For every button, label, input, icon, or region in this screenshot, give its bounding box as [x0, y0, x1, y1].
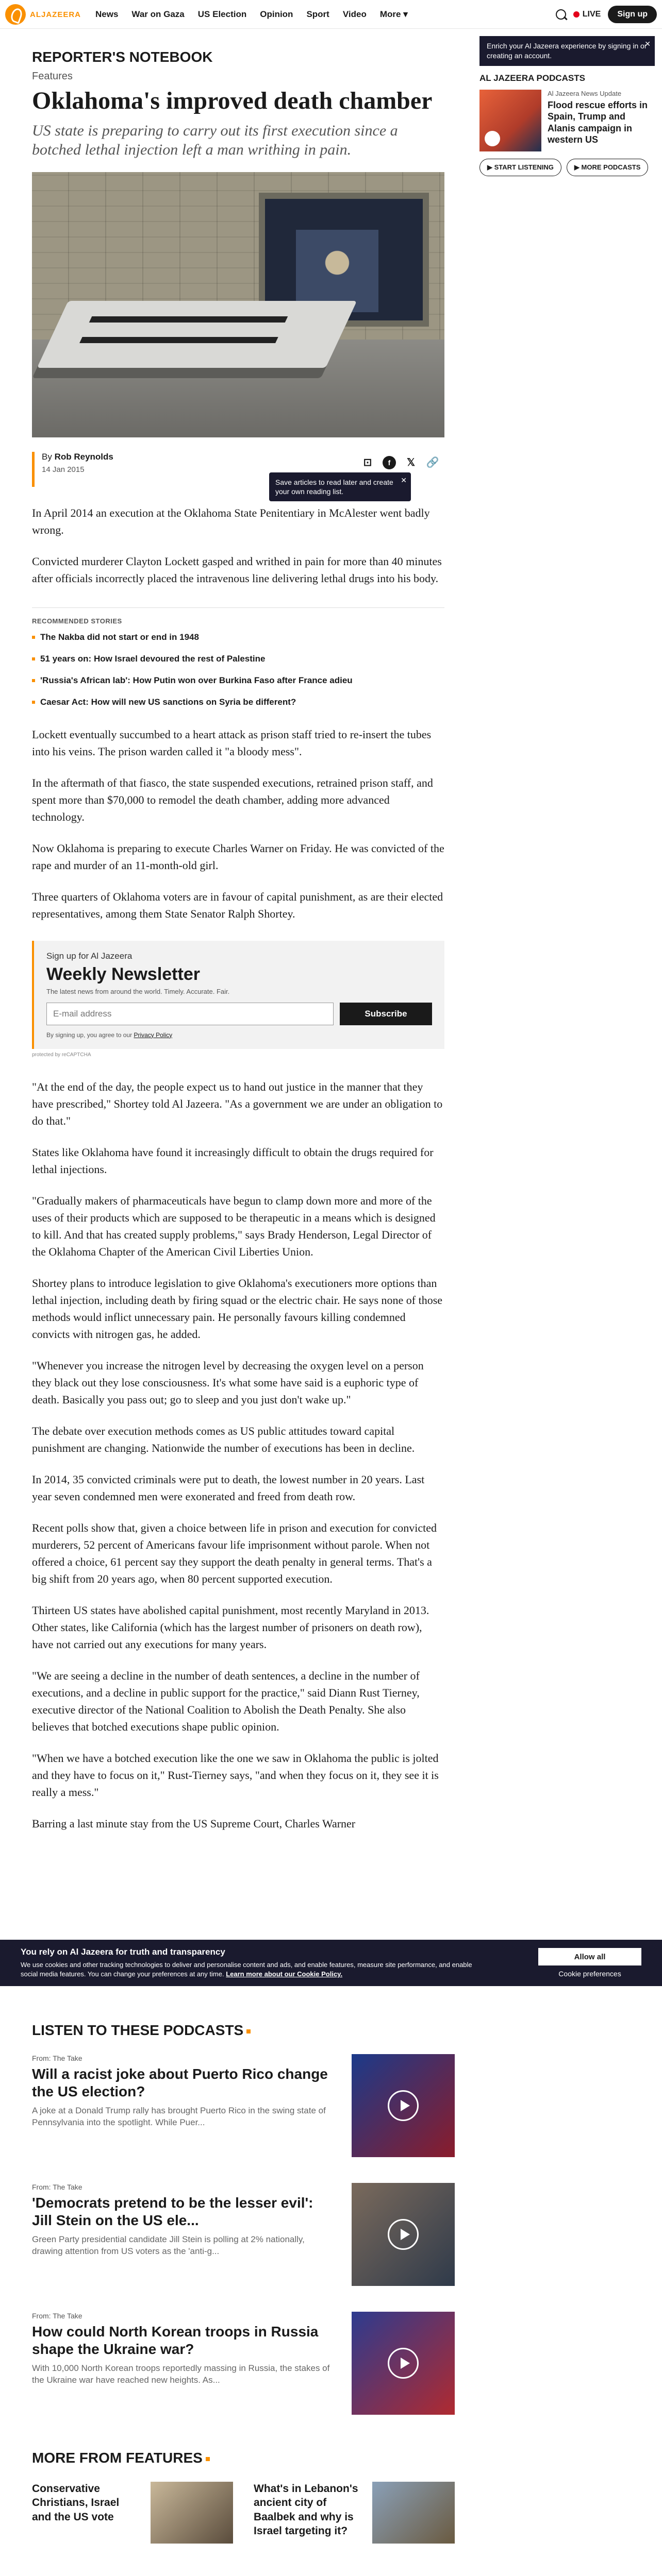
recommended-title: RECOMMENDED STORIES [32, 617, 122, 625]
podcast-item[interactable] [32, 2312, 455, 2425]
logo-text: ALJAZEERA [30, 10, 81, 19]
podcast-thumbnail[interactable] [352, 2054, 455, 2157]
sidebar-podcast-buttons [479, 159, 655, 176]
podcast-title[interactable]: Will a racist joke about Puerto Rico change the US election? [32, 2066, 328, 2099]
paragraph: Shortey plans to introduce legislation to give Oklahoma's executioners more options than lethal injection, including death by firing squad or the electric chair. He says none of those methods would inflict unnecessary pain. He personally favours killing condemned convicts with nitrogen gas, he added. [32, 1276, 443, 1341]
recommended-item[interactable]: 'Russia's African lab': How Putin won over Burkina Faso after France adieu [32, 675, 444, 686]
podcast-title[interactable]: Flood rescue efforts in Spain, Trump and Alanis campaign in western US [548, 99, 648, 145]
nav-news[interactable]: News [95, 9, 119, 19]
sidebar-podcasts-title: AL JAZEERA PODCASTS [479, 73, 585, 83]
right-sidebar [479, 36, 655, 176]
podcast-thumbnail [479, 90, 541, 151]
recommended-stories [32, 607, 444, 707]
features-heading [32, 2450, 455, 2466]
play-icon[interactable] [388, 2090, 419, 2121]
features-grid [32, 2482, 455, 2576]
nav-more[interactable] [380, 9, 408, 20]
podcasts-heading [32, 2022, 455, 2039]
paragraph: "Whenever you increase the nitrogen level by decreasing the oxygen level on a person they black out they lose consciousness. It's what some have said is a euphoric type of death. Basically you pass out; go to sleep and you just don't wake up." [32, 1359, 424, 1406]
paragraph: In the aftermath of that fiasco, the state suspended executions, retrained prison staff, and spent more than $70,000 to remodel the death chamber, adding more advanced technology. [32, 776, 433, 823]
cookie-preferences-link[interactable]: Cookie preferences [558, 1970, 621, 1978]
close-icon[interactable]: ✕ [644, 40, 651, 48]
play-icon[interactable] [388, 2219, 419, 2250]
recommended-list [32, 632, 444, 707]
article-headline: Oklahoma's improved death chamber [32, 87, 433, 114]
cookie-banner [0, 1940, 662, 1986]
paragraph: Thirteen US states have abolished capital punishment, most recently Maryland in 2013. Other states, like California (which has the largest number of prisoners on death row), have not carried out any executions for many years. [32, 1603, 429, 1651]
link-icon[interactable]: 🔗 [426, 457, 439, 469]
nav-more-label: More [379, 9, 401, 19]
podcast-source: Al Jazeera News Update [548, 89, 622, 97]
feature-thumbnail[interactable] [372, 2482, 455, 2544]
podcast-description: With 10,000 North Korean troops reportedly massing in Russia, the stakes of the Ukraine war have reached new heights. As... [32, 2363, 330, 2385]
features-heading-text: MORE FROM FEATURES [32, 2450, 203, 2466]
live-label: LIVE [582, 10, 601, 19]
paragraph: "Gradually makers of pharmaceuticals have begun to clamp down more and more of the uses of their products which are supposed to be therapeutic in a means which is designed to kill. And that has created supply problems," says Brady Henderson, Legal Director of the Oklahoma Chapter of the American Civil Liberties Union. [32, 1194, 436, 1258]
paragraph: "We are seeing a decline in the number of death sentences, a decline in the number of executions, and a decline in public support for the practice," said Diann Rust Tierney, executive director of the National Coalition to Abolish the Death Penalty. She also believes that botched executions shape public opinion. [32, 1669, 420, 1733]
share-icons [361, 456, 439, 469]
recommended-item[interactable]: 51 years on: How Israel devoured the rest of Palestine [32, 654, 444, 664]
nav-war-on-gaza[interactable]: War on Gaza [131, 9, 185, 19]
signup-button[interactable]: Sign up [608, 6, 657, 23]
podcast-source: From: The Take [32, 2312, 82, 2320]
hero-gurney [37, 301, 357, 368]
facebook-icon[interactable]: f [383, 456, 396, 469]
main-nav [95, 0, 408, 29]
paragraph: Three quarters of Oklahoma voters are in favour of capital punishment, as are their elected representatives, among them State Senator Ralph Shortey. [32, 890, 443, 920]
article-section[interactable]: Features [32, 71, 73, 82]
publish-date: 14 Jan 2015 [42, 465, 85, 474]
logo-mark-icon [5, 4, 26, 25]
aljazeera-logo[interactable] [5, 4, 88, 25]
paragraph: Recent polls show that, given a choice between life in prison and execution for convicted murderers, 52 percent of Americans favour life imprisonment without parole. When not offered a choice, 61 percent say they support the death penalty in general terms. That's a big shift from 20 years ago, when 80 percent supported execution. [32, 1521, 437, 1585]
newsletter-signup [32, 941, 444, 1049]
feature-item[interactable] [254, 2482, 455, 2559]
x-icon[interactable]: 𝕏 [406, 457, 416, 469]
feature-item[interactable] [32, 2482, 233, 2559]
more-podcasts-button[interactable]: ▶ MORE PODCASTS [567, 159, 648, 176]
podcast-source: From: The Take [32, 2183, 82, 2191]
podcast-item[interactable] [32, 2183, 455, 2296]
newsletter-legal-text: By signing up, you agree to our [46, 1031, 133, 1039]
heading-dot-icon [206, 2457, 210, 2461]
header-tools [556, 5, 657, 24]
close-icon[interactable]: ✕ [401, 476, 407, 484]
article-kicker[interactable]: REPORTER'S NOTEBOOK [32, 49, 213, 65]
podcast-text [32, 2312, 331, 2425]
paragraph: Lockett eventually succumbed to a heart attack as prison staff tried to re-insert the tubes into his veins. The prison warden called it "a bloody mess". [32, 727, 432, 758]
cookie-body: We use cookies and other tracking technologies to deliver and personalise content and ads, and enable features, measure site performance, and enable social media features. You can change your preferences at any time. [21, 1961, 472, 1978]
live-button[interactable] [573, 10, 601, 19]
recaptcha-note: protected by reCAPTCHA [32, 1052, 91, 1058]
sidebar-podcast-card[interactable] [479, 90, 655, 151]
article-body-a [32, 504, 444, 587]
feature-thumbnail[interactable] [151, 2482, 233, 2544]
email-field[interactable] [46, 1003, 334, 1025]
paragraph: In April 2014 an execution at the Oklahoma State Penitentiary in McAlester went badly wrong. [32, 506, 430, 536]
allow-all-button[interactable]: Allow all [538, 1948, 641, 1965]
podcast-item[interactable] [32, 2054, 455, 2167]
podcast-thumbnail[interactable] [352, 2183, 455, 2286]
nav-video[interactable]: Video [342, 9, 367, 19]
save-tooltip [269, 472, 411, 501]
signin-banner[interactable] [479, 36, 655, 66]
article [32, 49, 444, 1832]
podcasts-section [32, 2022, 455, 2425]
heading-dot-icon [246, 2029, 251, 2033]
newsletter-kicker: Sign up for Al Jazeera [46, 951, 133, 961]
cookie-title: You rely on Al Jazeera for truth and transparency [21, 1947, 225, 1957]
chevron-down-icon: ▾ [403, 9, 408, 19]
nav-sport[interactable]: Sport [306, 9, 329, 19]
byline-prefix: By [42, 451, 52, 462]
paragraph: States like Oklahoma have found it increasingly difficult to obtain the drugs required for lethal injections. [32, 1145, 434, 1176]
cookie-text [21, 1960, 485, 1979]
play-icon[interactable] [388, 2348, 419, 2379]
sidebar-podcast-text [548, 90, 653, 151]
paragraph: Convicted murderer Clayton Lockett gasped and writhed in pain for more than 40 minutes after officials incorrectly placed the intravenous line delivering lethal drugs into his body. [32, 554, 442, 585]
nav-opinion[interactable]: Opinion [260, 9, 293, 19]
feature-title[interactable]: What's in Lebanon's ancient city of Baalbek and why is Israel targeting it? [254, 2483, 358, 2537]
paragraph: Now Oklahoma is preparing to execute Charles Warner on Friday. He was convicted of the rape and murder of an 11-month-old girl. [32, 841, 444, 872]
search-icon[interactable] [556, 9, 566, 20]
cookie-policy-link[interactable]: Learn more about our Cookie Policy. [226, 1970, 343, 1978]
paragraph: The debate over execution methods comes as US public attitudes toward capital punishment are changing. Nationwide the number of executions has been in decline. [32, 1424, 415, 1454]
nav-us-election[interactable]: US Election [197, 9, 247, 19]
podcast-title[interactable]: 'Democrats pretend to be the lesser evil': Jill Stein on the US ele... [32, 2195, 313, 2228]
podcast-text [32, 2054, 331, 2167]
newsletter-subtitle: The latest news from around the world. Timely. Accurate. Fair. [46, 987, 230, 995]
recommended-item[interactable]: Caesar Act: How will new US sanctions on Syria be different? [32, 697, 444, 707]
newsletter-form [46, 1003, 432, 1025]
paragraph: "At the end of the day, the people expect us to hand out justice in the manner that they have prescribed," Shortey told Al Jazeera. "As a government we are under an obligation to do that." [32, 1080, 443, 1127]
save-tooltip-text: Save articles to read later and create your own reading list. [275, 478, 393, 496]
hero-image [32, 172, 444, 437]
podcast-description: A joke at a Donald Trump rally has brought Puerto Rico in the swing state of Pennsylvania into the spotlight. While Puer... [32, 2106, 326, 2128]
newsletter-title: Weekly Newsletter [46, 964, 200, 984]
article-body-c [32, 1078, 444, 1832]
article-body-b [32, 726, 444, 922]
paragraph: In 2014, 35 convicted criminals were put to death, the lowest number in 20 years. Last year seven condemned men were exonerated and freed from death row. [32, 1472, 425, 1503]
podcast-description: Green Party presidential candidate Jill Stein is polling at 2% nationally, drawing attention from US voters as the 'anti-g... [32, 2234, 305, 2257]
podcast-thumbnail[interactable] [352, 2312, 455, 2415]
article-dek: US state is preparing to carry out its first execution since a botched lethal injection left a man writhing in pain. [32, 122, 398, 159]
author-link[interactable]: Rob Reynolds [54, 451, 113, 462]
live-dot-icon [573, 11, 580, 18]
signin-banner-text: Enrich your Al Jazeera experience by signing in or creating an account. [487, 42, 647, 60]
start-listening-button[interactable]: ▶ START LISTENING [479, 159, 561, 176]
more-features-section [32, 2450, 455, 2576]
podcast-source: From: The Take [32, 2054, 82, 2062]
byline-row [32, 451, 444, 496]
privacy-policy-link[interactable]: Privacy Policy [134, 1031, 173, 1039]
subscribe-button[interactable]: Subscribe [340, 1003, 432, 1025]
recommended-item[interactable]: The Nakba did not start or end in 1948 [32, 632, 444, 642]
site-header [0, 0, 662, 29]
paragraph: "When we have a botched execution like the one we saw in Oklahoma the public is jolted and they have to focus on it," Rust-Tierney says, "and when they focus on it, they see it is really a mess." [32, 1751, 439, 1799]
podcast-text [32, 2183, 331, 2296]
newsletter-legal [46, 1031, 432, 1039]
bookmark-icon[interactable]: ⊡ [363, 457, 372, 469]
podcasts-heading-text: LISTEN TO THESE PODCASTS [32, 2022, 244, 2038]
podcast-title[interactable]: How could North Korean troops in Russia shape the Ukraine war? [32, 2324, 319, 2357]
feature-title[interactable]: Conservative Christians, Israel and the US vote [32, 2483, 120, 2523]
paragraph: Barring a last minute stay from the US Supreme Court, Charles Warner [32, 1817, 356, 1830]
